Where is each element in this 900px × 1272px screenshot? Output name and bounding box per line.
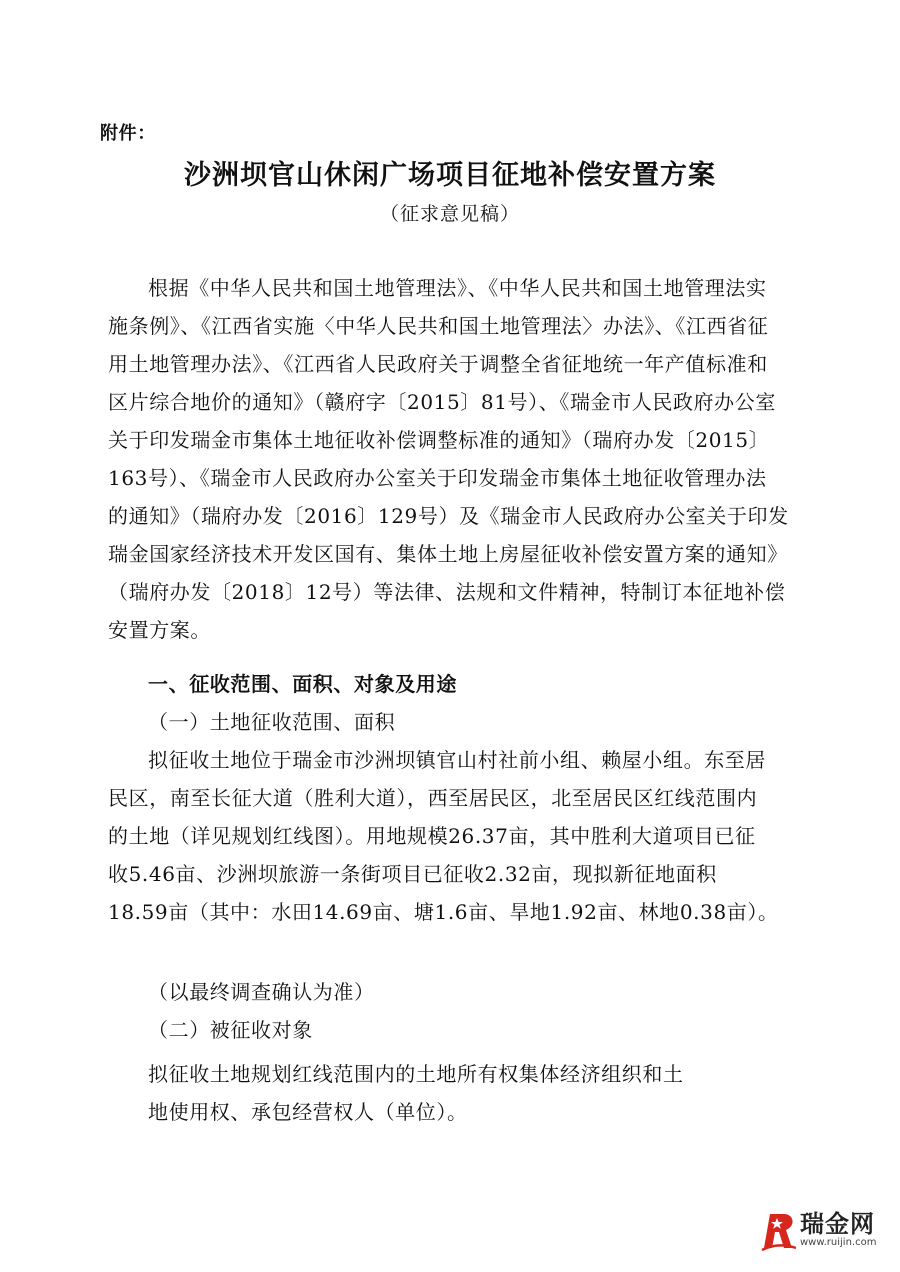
survey-note: （以最终调查确认为准） (148, 980, 375, 1004)
body-line: 拟征收土地位于瑞金市沙洲坝镇官山村社前小组、赖屋小组。东至居 (148, 748, 766, 772)
body-line: 18.59亩（其中：水田14.69亩、塘1.6亩、旱地1.92亩、林地0.38亩）。 (108, 900, 779, 924)
site-watermark (758, 1208, 888, 1252)
body-line: 收5.46亩、沙洲坝旅游一条街项目已征收2.32亩，现拟新征地面积 (108, 862, 717, 886)
intro-line: 根据《中华人民共和国土地管理法》、《中华人民共和国土地管理法实 (148, 276, 767, 300)
intro-line: 施条例》、《江西省实施〈中华人民共和国土地管理法〉办法》、《江西省征 (108, 314, 769, 338)
intro-line: 用土地管理办法》、《江西省人民政府关于调整全省征地统一年产值标准和 (108, 352, 768, 376)
attachment-label: 附件： (100, 123, 156, 144)
subsection-2-heading: （二）被征收对象 (148, 1018, 313, 1042)
intro-line: 关于印发瑞金市集体土地征收补偿调整标准的通知》（瑞府办发〔2015〕 (108, 428, 770, 452)
watermark-url: www.ruijin.com (800, 1237, 877, 1248)
intro-line: （瑞府办发〔2018〕12号）等法律、法规和文件精神，特制订本征地补偿 (108, 580, 786, 604)
intro-line: 瑞金国家经济技术开发区国有、集体土地上房屋征收补偿安置方案的通知》 (108, 542, 788, 566)
document-subtitle: （征求意见稿） (379, 203, 520, 225)
watermark-text (800, 1211, 876, 1249)
intro-line: 区片综合地价的通知》（赣府字〔2015〕81号）、《瑞金市人民政府办公室 (108, 390, 776, 414)
intro-line: 163号）、《瑞金市人民政府办公室关于印发瑞金市集体土地征收管理办法 (108, 466, 767, 490)
body-line: 民区，南至长征大道（胜利大道），西至居民区，北至居民区红线范围内 (108, 786, 758, 810)
intro-line: 安置方案。 (108, 618, 211, 642)
body-line: 地使用权、承包经营权人（单位）。 (148, 1100, 468, 1124)
section-1-heading: 一、征收范围、面积、对象及用途 (148, 672, 457, 696)
watermark-name: 瑞金网 (800, 1210, 875, 1238)
intro-line: 的通知》（瑞府办发〔2016〕129号）及《瑞金市人民政府办公室关于印发 (108, 504, 789, 528)
ruijin-logo-icon (758, 1208, 798, 1252)
document-title: 沙洲坝官山休闲广场项目征地补偿安置方案 (184, 160, 716, 191)
body-line: 的土地（详见规划红线图）。用地规模26.37亩，其中胜利大道项目已征 (108, 824, 756, 848)
subsection-1-heading: （一）土地征收范围、面积 (148, 710, 396, 734)
body-line: 拟征收土地规划红线范围内的土地所有权集体经济组织和土 (148, 1062, 684, 1086)
